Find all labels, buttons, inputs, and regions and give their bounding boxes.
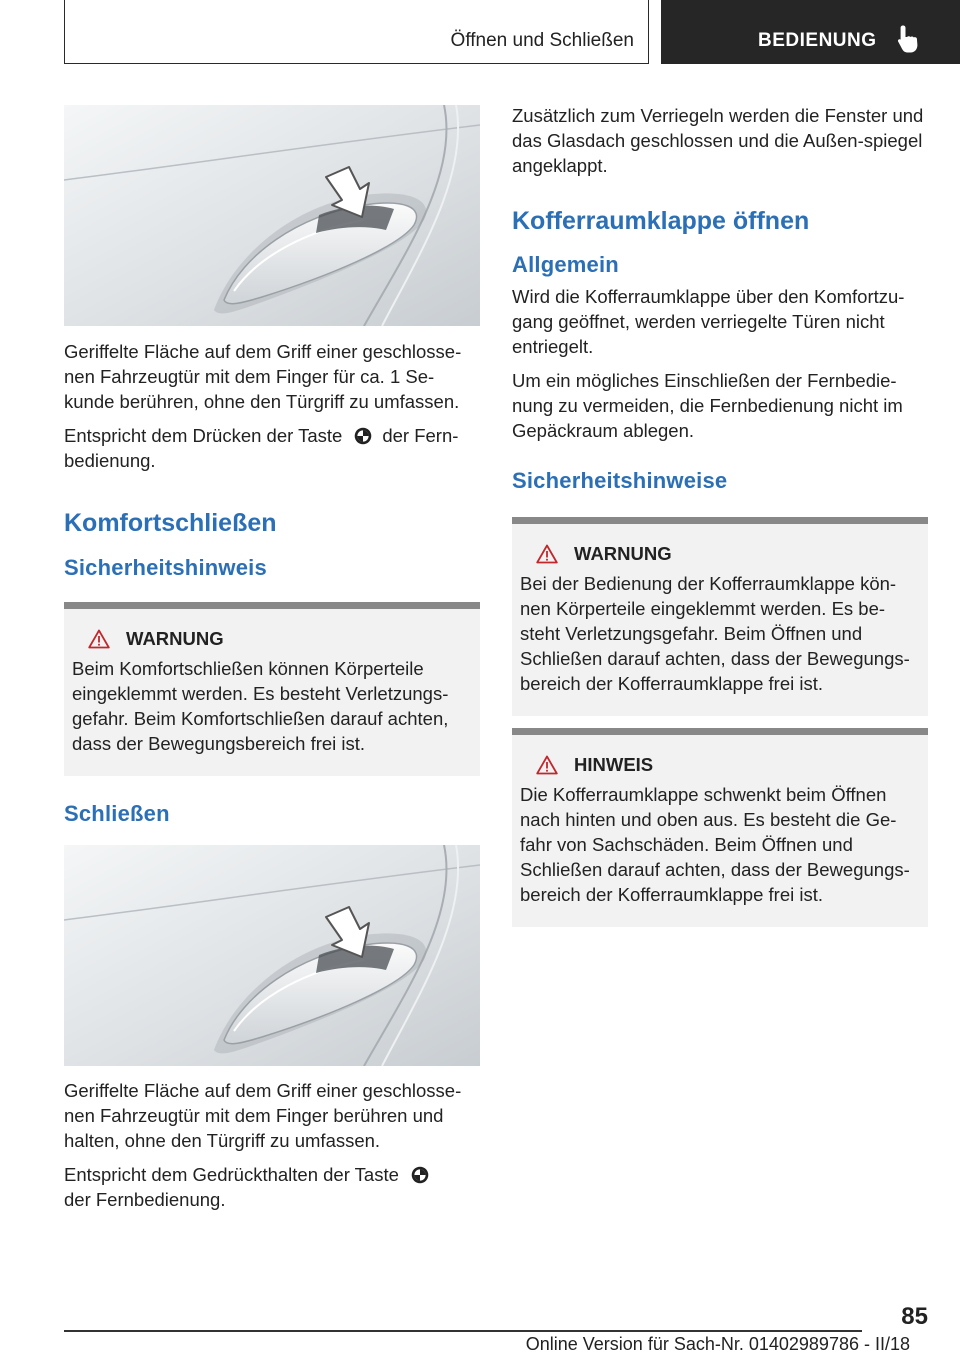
warning-title-row bbox=[536, 543, 920, 565]
notice-box-trunk bbox=[512, 728, 928, 927]
subheading-schliessen: Schließen bbox=[64, 801, 170, 826]
general-text-2: Um ein mögliches Einschließen der Fernbedie-nung zu vermeiden, die Fernbedienung nicht im Gepäckraum ablegen. bbox=[512, 370, 903, 441]
subheading-allgemein: Allgemein bbox=[512, 252, 619, 277]
warning-box-komfort bbox=[64, 602, 480, 776]
press-equivalent-text bbox=[64, 423, 480, 473]
pointing-hand-icon bbox=[897, 24, 923, 54]
warning-triangle-icon bbox=[536, 544, 558, 564]
warning-title: WARNUNG bbox=[126, 628, 224, 649]
footer-divider bbox=[64, 1330, 862, 1332]
bmw-logo-key-icon bbox=[411, 1166, 429, 1184]
heading-komfortschliessen: Komfortschließen bbox=[64, 509, 277, 537]
hold-equivalent-text bbox=[64, 1162, 480, 1212]
chapter-tab-label: BEDIENUNG bbox=[758, 30, 877, 51]
warning-triangle-icon bbox=[88, 629, 110, 649]
hold-before-text: Entspricht dem Gedrückthalten der Taste bbox=[64, 1164, 399, 1185]
left-column bbox=[64, 105, 480, 1212]
right-column bbox=[512, 103, 928, 927]
intro-text: Zusätzlich zum Verriegeln werden die Fenster und das Glasdach geschlossen und die Außen-spiegel angeklappt. bbox=[512, 105, 924, 176]
warning-box-trunk bbox=[512, 517, 928, 716]
caption-hold: Geriffelte Fläche auf dem Griff einer geschlosse-nen Fahrzeugtür mit dem Finger berühren und halten, ohne den Türgriff zu umfassen. bbox=[64, 1080, 462, 1151]
chapter-tab[interactable] bbox=[661, 0, 960, 64]
warning-title: WARNUNG bbox=[574, 543, 672, 564]
subheading-sicherheitshinweis: Sicherheitshinweis bbox=[64, 555, 267, 580]
notice-title: HINWEIS bbox=[574, 754, 654, 775]
warning-title-row bbox=[88, 628, 472, 650]
notice-title-row bbox=[536, 754, 920, 776]
warning-text: Beim Komfortschließen können Körperteile eingeklemmt werden. Es besteht Verletzungs-gefahr. Beim Komfortschließen darauf achten, dass der Bewegungsbereich frei ist. bbox=[72, 658, 449, 754]
warning-triangle-icon bbox=[536, 755, 558, 775]
warning-text: Bei der Bedienung der Kofferraumklappe kön-nen Körperteile eingeklemmt werden. Es be-steht Verletzungsgefahr. Beim Öffnen und Schließen darauf achten, dass der Bewegungs-bereich der Kofferraumklappe frei ist. bbox=[520, 573, 910, 694]
notice-text: Die Kofferraumklappe schwenkt beim Öffnen nach hinten und oben aus. Es besteht die Ge-fahr von Sachschäden. Beim Öffnen und Schließen darauf achten, dass der Bewegungs-bereich der Kofferraumklappe frei ist. bbox=[520, 784, 910, 905]
hold-after-text: der Fernbedienung. bbox=[64, 1189, 226, 1210]
page-number: 85 bbox=[901, 1303, 928, 1330]
bmw-logo-key-icon bbox=[354, 427, 372, 445]
press-before-text: Entspricht dem Drücken der Taste bbox=[64, 425, 343, 446]
press-after-text: der Fern-bedienung. bbox=[64, 425, 459, 471]
section-title: Öffnen und Schließen bbox=[450, 30, 634, 51]
header-section-box bbox=[64, 0, 649, 64]
door-handle-illustration-hold bbox=[64, 845, 480, 1066]
subheading-sicherheitshinweise: Sicherheitshinweise bbox=[512, 468, 728, 493]
heading-kofferraumklappe: Kofferraumklappe öffnen bbox=[512, 207, 810, 235]
general-text-1: Wird die Kofferraumklappe über den Komfortzu-gang geöffnet, werden verriegelte Türen nicht entriegelt. bbox=[512, 286, 905, 357]
footer-version-text: Online Version für Sach-Nr. 01402989786 - II/18 bbox=[525, 1334, 910, 1354]
door-handle-illustration-touch bbox=[64, 105, 480, 326]
caption-touch: Geriffelte Fläche auf dem Griff einer geschlosse-nen Fahrzeugtür mit dem Finger für ca. 1 Se-kunde berühren, ohne den Türgriff zu umfassen. bbox=[64, 341, 462, 412]
